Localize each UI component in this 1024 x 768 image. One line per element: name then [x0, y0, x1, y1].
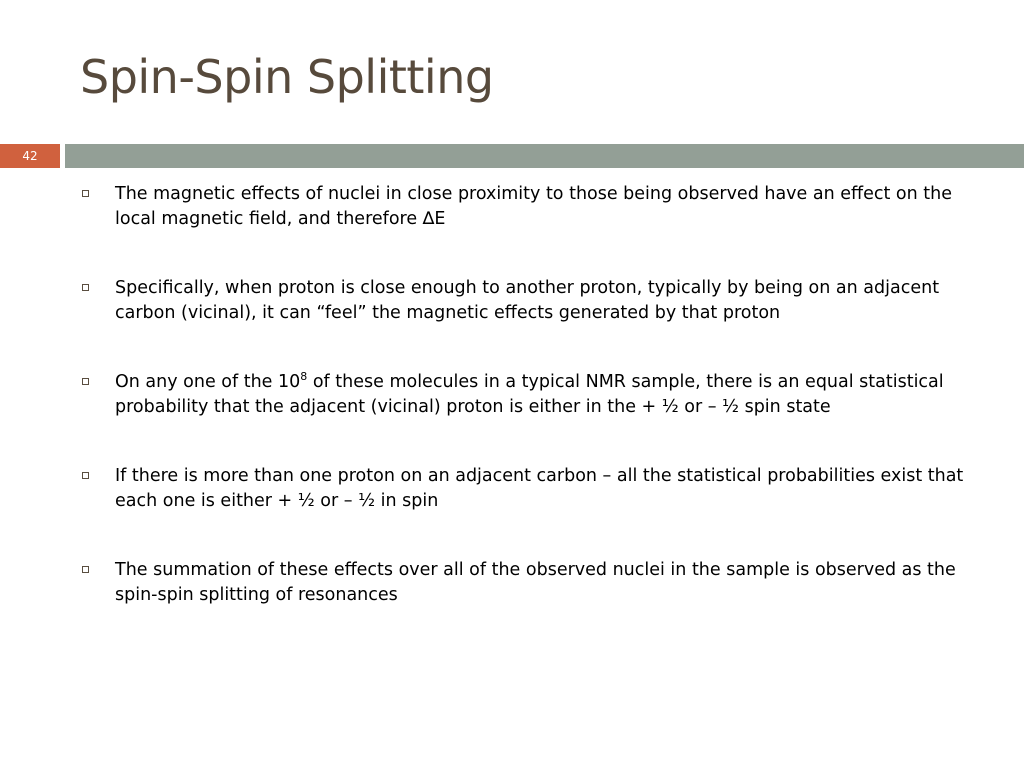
square-bullet-icon	[82, 566, 89, 573]
bullet-item	[80, 370, 970, 419]
bullet-item	[80, 464, 970, 513]
bullet-text: Specifically, when proton is close enough to another proton, typically by being on an adjacent carbon (vicinal), it can “feel” the magnetic effects generated by that proton	[115, 278, 940, 323]
bullet-text-before: On any one of the 10	[115, 372, 301, 392]
bullet-text: The summation of these effects over all of the observed nuclei in the sample is observed as the spin-spin splitting of resonances	[115, 560, 956, 605]
square-bullet-icon	[82, 472, 89, 479]
bullet-text: If there is more than one proton on an adjacent carbon – all the statistical probabilities exist that each one is either + ½ or – ½ in spin	[115, 466, 964, 511]
bullet-item	[80, 558, 970, 607]
square-bullet-icon	[82, 190, 89, 197]
header-divider-bar	[65, 144, 1024, 168]
exponent-superscript: 8	[300, 370, 308, 384]
bullet-text	[115, 372, 944, 417]
bullet-item	[80, 182, 970, 231]
bullet-text: The magnetic effects of nuclei in close proximity to those being observed have an effect on the local magnetic field, and therefore ∆E	[115, 184, 952, 229]
bullet-item	[80, 276, 970, 325]
slide-number-badge: 42	[0, 144, 60, 168]
square-bullet-icon	[82, 378, 89, 385]
slide-title: Spin-Spin Splitting	[80, 50, 494, 104]
bullet-list	[80, 182, 970, 652]
bullet-text-after: of these molecules in a typical NMR sample, there is an equal statistical probability that the adjacent (vicinal) proton is either in the + ½ or – ½ spin state	[115, 372, 944, 417]
square-bullet-icon	[82, 284, 89, 291]
